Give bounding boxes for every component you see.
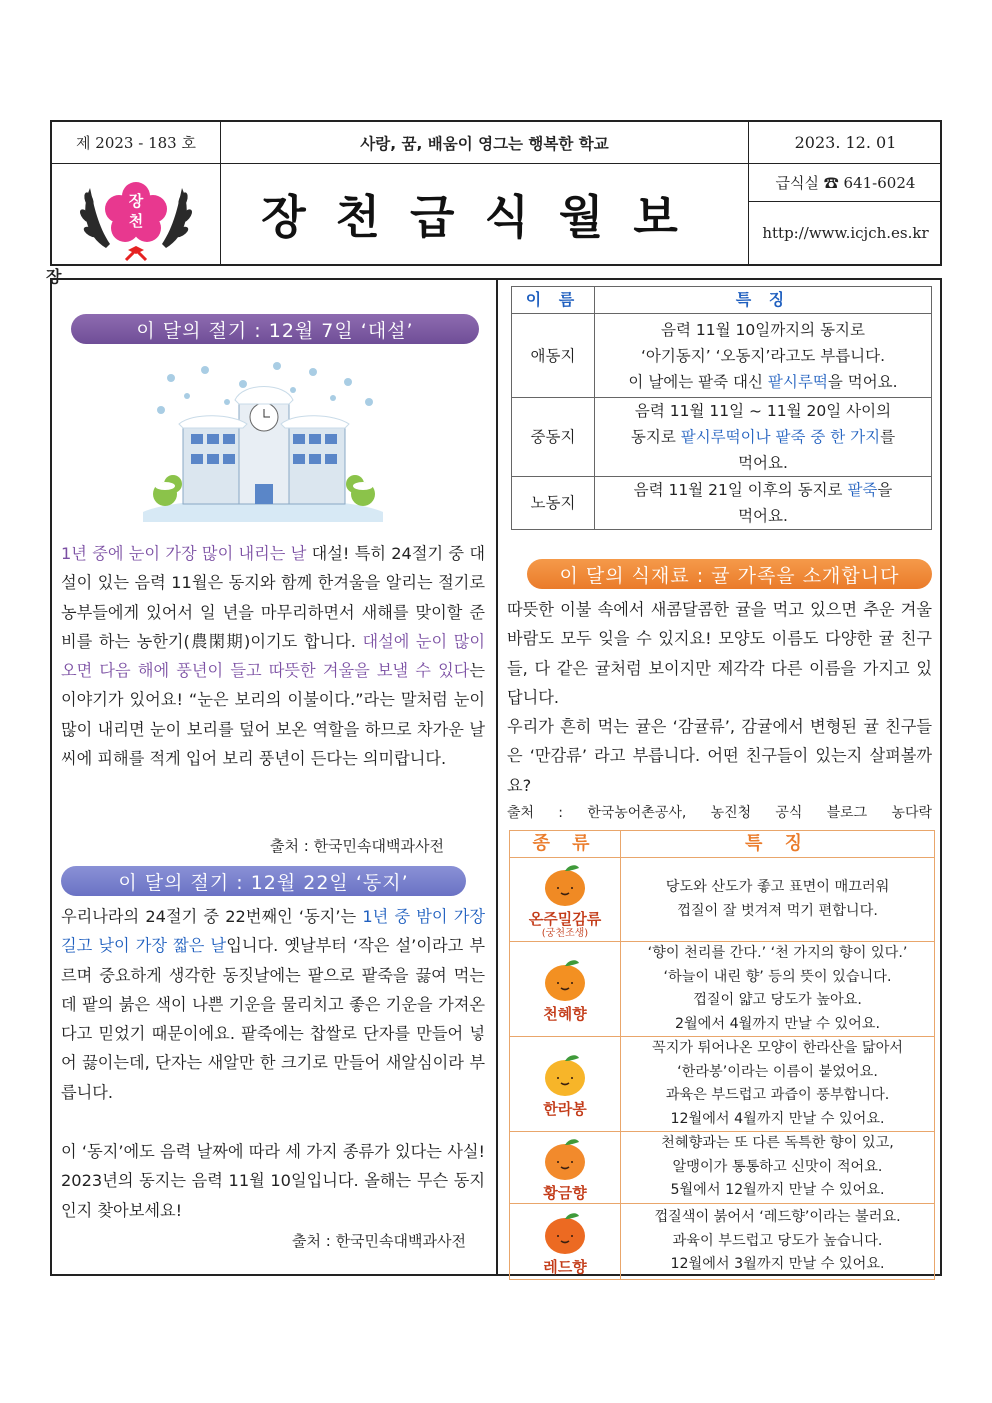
citrus-type-label: 황금향	[543, 1183, 587, 1202]
daeseol-source: 출처 : 한국민속대백과사전	[270, 837, 444, 855]
fruit-body	[545, 1060, 585, 1096]
citrus-source: 출처 : 한국농어촌공사, 농진청 공식 블로그 농다락	[507, 805, 932, 821]
citrus-row	[510, 1037, 935, 1132]
citrus-fruit-icon	[535, 955, 595, 1005]
fruit-body	[545, 965, 585, 1001]
dongji-paragraph	[61, 902, 485, 1107]
citrus-fruit-icon	[535, 1134, 595, 1184]
text-run: 팥시루떡이나 팥죽 중 한 가지	[680, 428, 881, 446]
citrus-row	[510, 1204, 935, 1280]
daeseol-paragraph	[61, 539, 485, 773]
text-run: 을	[877, 481, 893, 499]
citrus-type	[510, 1132, 621, 1204]
dongji-types-table	[511, 286, 932, 530]
svg-text:천: 천	[128, 212, 144, 230]
citrus-feature-line: 껍질색이 붉어서 ‘레드향’이라는 불러요.	[654, 1209, 901, 1226]
citrus-col-feature: 특 징	[621, 831, 935, 858]
citrus-feature-line: 꼭지가 튀어나온 모양이 한라산을 닮아서	[651, 1040, 904, 1056]
dongji-feature	[595, 477, 932, 530]
dongji-feature	[595, 314, 932, 398]
citrus-fruit-icon	[535, 860, 595, 910]
dongji-paragraph-2: 이 ‘동지’에도 음력 날짜에 따라 세 가지 종류가 있다는 사실! 2023년의 동지는 음력 11월 10일입니다. 올해는 무슨 동지인지 찾아보세요!	[61, 1142, 485, 1220]
citrus-feature-line: 껍질이 잘 벗겨져 먹기 편합니다.	[677, 902, 878, 919]
issue-number: 제 2023 - 183 호	[52, 122, 221, 164]
cafeteria-phone: 급식실 ☎ 641-6024	[749, 164, 942, 202]
text-run: 는 이야기가 있어요! “눈은 보리의 이불이다.”라는 말처럼 눈이 많이 내리면 눈이 보리를 덮어 보온 역할을 하므로 차가운 날씨에 피해를 적게 입어 보리 풍년이 든다는 의미랍니다.	[61, 661, 485, 769]
citrus-feature-line: 천혜향과는 또 다른 독특한 향이 있고,	[661, 1135, 894, 1152]
citrus-col-type: 종 류	[510, 831, 621, 858]
text-run: 을 먹어요.	[827, 372, 898, 391]
text-run: 동지로	[630, 428, 681, 446]
citrus-type-label: 온주밀감류	[528, 909, 602, 928]
snowy-school-illustration	[143, 362, 383, 522]
section-title-daeseol: 이 달의 절기 : 12월 7일 ‘대설’	[71, 314, 479, 344]
citrus-type-sublabel: (궁천조생)	[541, 927, 589, 939]
section-title-citrus: 이 달의 식재료 : 귤 가족을 소개합니다	[527, 559, 932, 589]
fruit-body	[545, 1144, 585, 1180]
leaf-icon	[565, 1139, 579, 1145]
citrus-type-label: 한라봉	[543, 1100, 587, 1118]
text-run: 1년 중 밤이 가장 길고 낮이 가장 짧은 날	[61, 907, 485, 956]
text-run: 입니다. 옛날부터 ‘작은 설’이라고 부르며 중요하게 생각한 동짓날에는 팥으로 팥죽을 끓여 먹는데 팥의 붉은 색이 나쁜 기운을 물리치고 좋은 기운을 가져온다고 믿었기 때문이에요. 팥죽에는 찹쌀로 단자를 만들어 넣어 끓이는데, 단자는 새알만 한 크기로 만들어 새알심이라 부릅니다.	[61, 936, 485, 1102]
text-run: 대설에 눈이 많이 오면 다음 해에 풍년이 들고 따뜻한 겨울을 보낼 수 있다	[61, 631, 485, 681]
citrus-feature-line: ‘향이 천리를 간다.’ ‘천 가지의 향이 있다.’	[647, 945, 908, 961]
masthead-text: 장천급식월보	[261, 190, 708, 244]
dongji-feature-line	[599, 424, 927, 450]
dongji-name: 노동지	[512, 477, 595, 530]
school-logo	[52, 164, 221, 264]
fruit-body	[545, 1218, 585, 1254]
citrus-feature	[621, 1132, 935, 1204]
text-run: 대설! 특히 24절기 중 대설이 있는 음력 11월은 동지와 함께 한겨울을 알리는 절기로 농부들에게 있어서 일 년을 마무리하면서 새해를 맞이할 준비를 하는 농한기(農閑期)이기도 합니다.	[61, 544, 485, 651]
citrus-type	[510, 1204, 621, 1280]
citrus-feature-line: 과육이 부드럽고 당도가 높습니다.	[672, 1232, 883, 1249]
text-run: ‘아기동지’ ‘오동지’라고도 부릅니다.	[640, 346, 886, 365]
school-url[interactable]: http://www.icjch.es.kr	[762, 224, 929, 242]
citrus-feature-line: 알맹이가 통통하고 신맛이 적어요.	[672, 1158, 883, 1175]
dongji-feature	[595, 398, 932, 477]
citrus-feature-line: 당도와 산도가 좋고 표면이 매끄러워	[665, 879, 890, 895]
citrus-type	[510, 942, 621, 1037]
school-motto: 사랑, 꿈, 배움이 영그는 행복한 학교	[221, 122, 749, 164]
dongji-row	[512, 314, 932, 398]
leaf-icon	[565, 865, 579, 871]
citrus-feature-line: ‘하늘이 내린 향’ 등의 뜻이 있습니다.	[663, 968, 892, 985]
dongji-col-name: 이 름	[512, 287, 595, 314]
section-title-dongji: 이 달의 절기 : 12월 22일 ‘동지’	[61, 866, 466, 896]
citrus-feature-line: ‘한라봉’이라는 이름이 붙었어요.	[677, 1063, 878, 1080]
citrus-feature	[621, 858, 935, 942]
citrus-paragraph-2: 우리가 흔히 먹는 귤은 ‘감귤류’, 감귤에서 변형된 귤 친구들은 ‘만감류’ 라고 부릅니다. 어떤 친구들이 있는지 살펴볼까요?	[507, 717, 932, 795]
leaf-icon	[565, 1213, 579, 1219]
dongji-feature-line	[599, 450, 927, 476]
leaf-icon	[565, 960, 579, 966]
citrus-feature-line: 12월에서 3월까지 만날 수 있어요.	[670, 1256, 885, 1273]
dongji-row	[512, 477, 932, 530]
citrus-feature	[621, 942, 935, 1037]
fruit-body	[545, 870, 585, 906]
citrus-feature-line: 과육은 부드럽고 과즙이 풍부합니다.	[665, 1087, 890, 1103]
text-run: 먹어요.	[738, 454, 788, 472]
citrus-feature-line: 12월에서 4월까지 만날 수 있어요.	[670, 1110, 885, 1127]
citrus-fruit-icon	[535, 1050, 595, 1100]
dongji-feature-line	[599, 503, 927, 529]
text-run: 음력 11월 21일 이후의 동지로	[633, 481, 848, 499]
dongji-name: 중동지	[512, 398, 595, 477]
citrus-paragraph-1: 따뜻한 이불 속에서 새콤달콤한 귤을 먹고 있으면 추운 겨울바람도 모두 잊을 수 있지요! 모양도 이름도 다양한 귤 친구들, 다 같은 귤처럼 보이지만 제각각 다른 이름을 가지고 있답니다.	[507, 600, 932, 707]
citrus-feature	[621, 1204, 935, 1280]
citrus-feature-line: 5월에서 12월까지 만날 수 있어요.	[670, 1182, 885, 1199]
dongji-feature-line	[599, 317, 927, 343]
text-run: 음력 11월 10일까지의 동지로	[661, 320, 865, 339]
citrus-type	[510, 858, 621, 942]
text-run: 1년 중에 눈이 가장 많이 내리는 날	[61, 544, 307, 563]
dongji-col-feature: 특 징	[595, 287, 932, 314]
newsletter-header	[50, 120, 942, 266]
dongji-feature-line	[599, 343, 927, 369]
dongji-row	[512, 398, 932, 477]
issue-date: 2023. 12. 01	[749, 122, 942, 164]
citrus-types-table	[509, 830, 935, 1280]
dongji-source: 출처 : 한국민속대백과사전	[292, 1232, 466, 1250]
citrus-feature-line: 2월에서 4월까지 만날 수 있어요.	[674, 1015, 881, 1032]
stray-character: 장	[46, 267, 62, 286]
citrus-type	[510, 1037, 621, 1132]
dongji-feature-line	[599, 369, 927, 395]
masthead-title	[221, 164, 749, 264]
citrus-row	[510, 1132, 935, 1204]
text-run: 이 날에는 팥죽 대신	[628, 372, 768, 391]
citrus-row	[510, 858, 935, 942]
text-run: 먹어요.	[738, 507, 788, 525]
citrus-type-label: 천혜향	[543, 1005, 587, 1023]
citrus-fruit-icon	[535, 1208, 595, 1258]
text-run: 팥죽	[847, 481, 878, 499]
citrus-type-label: 레드향	[543, 1257, 587, 1276]
dongji-feature-line	[599, 398, 927, 424]
svg-text:장: 장	[128, 192, 144, 210]
text-run: 우리나라의 24절기 중 22번째인 ‘동지’는	[61, 907, 363, 926]
citrus-feature-line: 껍질이 얇고 당도가 높아요.	[693, 992, 862, 1008]
text-run: 팥시루떡	[767, 372, 828, 391]
citrus-row	[510, 942, 935, 1037]
column-divider	[496, 278, 498, 1276]
leaf-icon	[565, 1055, 579, 1061]
dongji-feature-line	[599, 477, 927, 503]
text-run: 를	[880, 428, 896, 446]
citrus-feature	[621, 1037, 935, 1132]
dongji-name: 애동지	[512, 314, 595, 398]
text-run: 음력 11월 11일 ~ 11월 20일 사이의	[634, 402, 892, 420]
